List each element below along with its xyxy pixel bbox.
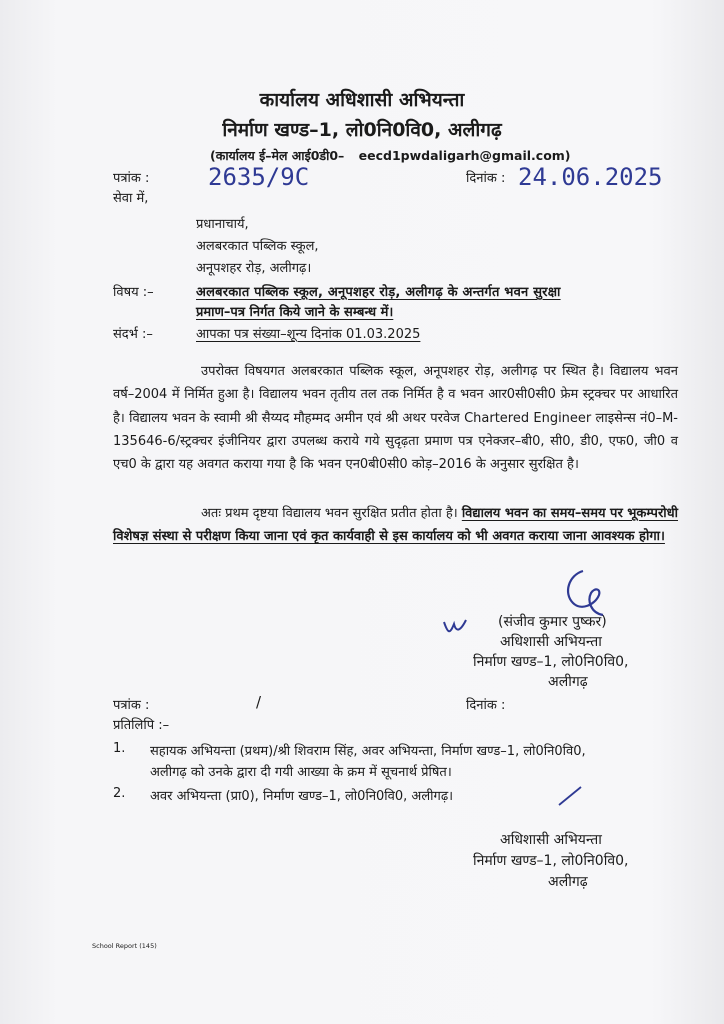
dinank-label: दिनांक : (466, 171, 506, 186)
subject-line-1: अलबरकात पब्लिक स्कूल, अनूपशहर रोड़, अलीगढ़ के अन्तर्गत भवन सुरक्षा (196, 285, 561, 300)
signature2-division: निर्माण खण्ड–1, लो0नि0वि0, (473, 853, 629, 869)
copy-item-1-number: 1. (113, 741, 126, 756)
recipient-line-1: प्रधानाचार्य, (196, 217, 249, 232)
copy-item-2-number: 2. (113, 786, 126, 801)
subject-line-2: प्रमाण–पत्र निर्गत किये जाने के सम्बन्ध में। (196, 305, 394, 320)
reference-text: आपका पत्र संख्या–शून्य दिनांक 01.03.2025 (196, 327, 421, 342)
patrank-label: पत्रांक : (113, 171, 150, 186)
seva-mein: सेवा में, (113, 191, 149, 206)
email-label: (कार्यालय ई–मेल आई0डी0– (210, 148, 345, 163)
para2-bold: विद्यालय भवन का समय–समय पर भूकम्परोधी विशेषज्ञ संस्था से परीक्षण किया जाना एवं कृत कार्यवाही से इस कार्यालय को भी अवगत कराया जाना आवश्यक होगा। (113, 506, 678, 545)
para2-plain: अतः प्रथम दृष्टया विद्यालय भवन सुरक्षित प्रतीत होता है। (201, 506, 458, 521)
body-paragraph-1: उपरोक्त विषयगत अलबरकात पब्लिक स्कूल, अनूपशहर रोड़, अलीगढ़ पर स्थित है। विद्यालय भवन वर्ष–2004 में निर्मित हुआ है। विद्यालय भवन तृतीय तल तक निर्मित है व भवन आर0सी0सी0 फ्रेम स्ट्रक्चर पर आधारित है। विद्यालय भवन के स्वामी श्री सैय्यद मौहम्मद अमीन एवं श्री अथर परवेज Chartered Engineer लाइसेन्स नं0–M-135646-6/स्ट्रक्चर इंजीनियर द्वारा उपलब्ध कराये गये सुदृढ़ता प्रमाण पत्र एनेक्जर–बी0, सी0, डी0, एफ0, जी0 व एच0 के द्वारा यह अवगत कराया गया है कि भवन एन0बी0सी0 कोड़–2016 के अनुसार सुरक्षित है। (113, 364, 678, 473)
signatory-name: (संजीव कुमार पुष्कर) (498, 614, 607, 630)
copy-item-1-line-2: अलीगढ़ को उनके द्वारा दी गयी आख्या के क्रम में सूचनार्थ प्रेषित। (150, 765, 452, 780)
signatory-division: निर्माण खण्ड–1, लो0नि0वि0, (473, 654, 629, 670)
reference-label: संदर्भ :– (113, 327, 153, 342)
pratilipi-label: प्रतिलिपि :– (113, 718, 170, 733)
body-paragraph-2 (113, 502, 678, 549)
office-title: कार्यालय अधिशासी अभियन्ता (259, 89, 465, 111)
copy-dinank-label: दिनांक : (466, 698, 506, 713)
signatory-city: अलीगढ़ (548, 674, 588, 690)
patrank-handwritten: 2635/9C (208, 163, 310, 191)
copy-item-2-line-1: अवर अभियन्ता (प्रा0), निर्माण खण्ड–1, लो0नि0वि0, अलीगढ़। (150, 789, 454, 804)
initial-mark-icon (440, 612, 470, 640)
dinank-handwritten: 24.06.2025 (518, 163, 663, 191)
email-address: eecd1pwdaligarh@gmail.com) (358, 148, 571, 163)
copy-patrank-label: पत्रांक : (113, 698, 150, 713)
division-title: निर्माण खण्ड–1, लो0नि0वि0, अलीगढ़ (222, 119, 502, 141)
signature2-city: अलीगढ़ (548, 874, 588, 890)
copy-patrank-slash: / (256, 693, 262, 711)
email-line (210, 147, 571, 164)
copy-initial-mark-icon (555, 783, 585, 809)
subject-label: विषय :– (113, 285, 154, 300)
recipient-line-2: अलबरकात पब्लिक स्कूल, (196, 239, 319, 254)
signature2-designation: अधिशासी अभियन्ता (500, 832, 602, 848)
recipient-line-3: अनूपशहर रोड़, अलीगढ़। (196, 261, 312, 276)
copy-item-1-line-1: सहायक अभियन्ता (प्रथम)/श्री शिवराम सिंह, अवर अभियन्ता, निर्माण खण्ड–1, लो0नि0वि0, (150, 744, 586, 759)
footer-note: School Report (145) (92, 942, 157, 950)
signatory-designation: अधिशासी अभियन्ता (500, 634, 602, 650)
